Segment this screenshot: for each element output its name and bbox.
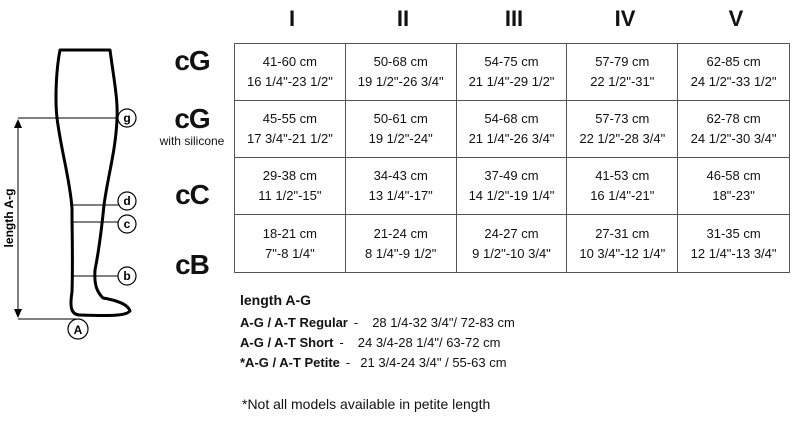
table-cell [235, 101, 346, 158]
cell-inch: 19 1/2"-24" [368, 131, 433, 146]
point-c-label: c [123, 217, 131, 231]
cell-cm: 24-27 cm [484, 225, 539, 241]
cell-inch: 9 1/2"-10 3/4" [472, 245, 551, 261]
table-cell [457, 101, 568, 158]
cell-cm: 57-79 cm [595, 54, 650, 69]
column-header-iv: IV [614, 6, 636, 31]
length-legend [240, 292, 515, 372]
legend-label: A-G / A-T Regular [240, 314, 348, 330]
cell-inch: 12 1/4"-13 3/4" [690, 245, 777, 261]
table-cell [346, 101, 457, 158]
row-label-text: cG [174, 103, 210, 134]
row-label-text: cG [174, 45, 210, 76]
cell-inch: 22 1/2"-28 3/4" [579, 131, 666, 146]
table-cell [567, 158, 678, 215]
leg-measurement-figure [0, 0, 150, 350]
table-cell [346, 215, 457, 272]
cell-inch: 16 1/4"-21" [590, 188, 655, 203]
table-cell [567, 44, 678, 101]
cell-inch: 14 1/2"-19 1/4" [468, 188, 555, 203]
legend-row-short [240, 332, 515, 352]
legend-label: A-G / A-T Short [240, 334, 334, 350]
cell-cm: 21-24 cm [373, 225, 428, 241]
legend-label: *A-G / A-T Petite [240, 354, 340, 370]
table-cell [346, 158, 457, 215]
row-label-cg-silicone [150, 104, 234, 148]
point-g-label: g [123, 111, 131, 125]
cell-inch: 10 3/4"-12 1/4" [579, 245, 666, 261]
row-sublabel: with silicone [159, 134, 225, 148]
row-label-cc [150, 180, 234, 210]
cell-cm: 18-21 cm [262, 225, 317, 241]
point-d-label: d [123, 194, 131, 208]
cell-inch: 13 1/4"-17" [368, 188, 433, 203]
table-cell [235, 44, 346, 101]
length-label: length A-g [2, 188, 16, 248]
cell-cm: 46-58 cm [706, 168, 761, 183]
table-cell [457, 215, 568, 272]
cell-cm: 54-75 cm [484, 54, 539, 69]
cell-cm: 50-68 cm [373, 54, 428, 69]
cell-cm: 31-35 cm [706, 225, 761, 241]
table-cell [346, 44, 457, 101]
cell-inch: 17 3/4"-21 1/2" [246, 131, 333, 146]
cell-cm: 37-49 cm [484, 168, 539, 183]
cell-cm: 41-53 cm [595, 168, 650, 183]
row-label-text: cB [175, 249, 209, 280]
cell-cm: 54-68 cm [484, 111, 539, 126]
cell-inch: 16 1/4"-23 1/2" [246, 74, 333, 89]
cell-inch: 24 1/2"-30 3/4" [690, 131, 777, 146]
cell-inch: 19 1/2"-26 3/4" [357, 74, 444, 89]
arrow-down-head [14, 309, 22, 318]
cell-inch: 21 1/4"-26 3/4" [468, 131, 555, 146]
column-header-ii: II [396, 6, 410, 31]
cell-cm: 62-85 cm [706, 54, 761, 69]
point-b-label: b [123, 269, 131, 283]
legend-value: 28 1/4-32 3/4"/ 72-83 cm [372, 314, 515, 330]
cell-inch: 7"-8 1/4" [265, 245, 315, 261]
table-cell [235, 215, 346, 272]
table-cell [235, 158, 346, 215]
column-header-v: V [728, 6, 744, 31]
legend-sep: - [345, 354, 351, 370]
cell-inch: 22 1/2"-31" [590, 74, 655, 89]
row-label-cg [150, 46, 234, 76]
cell-inch: 18"-23" [712, 188, 755, 203]
legend-sep: - [353, 314, 359, 330]
legend-row-regular [240, 312, 515, 332]
cell-inch: 24 1/2"-33 1/2" [690, 74, 777, 89]
table-cell [678, 158, 789, 215]
cell-inch: 21 1/4"-29 1/2" [468, 74, 555, 89]
footnote: *Not all models available in petite length [242, 396, 491, 412]
table-cell [567, 215, 678, 272]
table-cell [678, 101, 789, 158]
row-label-text: cC [175, 179, 209, 210]
size-table [234, 43, 790, 273]
cell-cm: 45-55 cm [262, 111, 317, 126]
column-header-i: I [288, 6, 296, 31]
legend-value: 24 3/4-28 1/4"/ 63-72 cm [357, 334, 501, 350]
arrow-up-head [14, 119, 22, 128]
legend-sep: - [339, 334, 344, 350]
cell-cm: 62-78 cm [706, 111, 761, 126]
legend-value: 21 3/4-24 3/4" / 55-63 cm [360, 354, 507, 370]
row-label-cb [150, 250, 234, 280]
point-a-label: A [73, 323, 83, 337]
table-cell [457, 158, 568, 215]
cell-cm: 41-60 cm [262, 54, 317, 69]
cell-cm: 50-61 cm [373, 111, 428, 126]
legend-title: length A-G [240, 292, 312, 308]
cell-inch: 8 1/4"-9 1/2" [365, 245, 437, 261]
column-header-iii: III [504, 6, 524, 31]
cell-cm: 27-31 cm [595, 225, 650, 241]
table-cell [567, 101, 678, 158]
cell-cm: 57-73 cm [595, 111, 650, 126]
table-cell [678, 44, 789, 101]
table-cell [678, 215, 789, 272]
table-cell [457, 44, 568, 101]
cell-cm: 34-43 cm [373, 168, 428, 183]
legend-row-petite [240, 352, 515, 372]
cell-cm: 29-38 cm [262, 168, 317, 183]
cell-inch: 11 1/2"-15" [258, 188, 322, 203]
